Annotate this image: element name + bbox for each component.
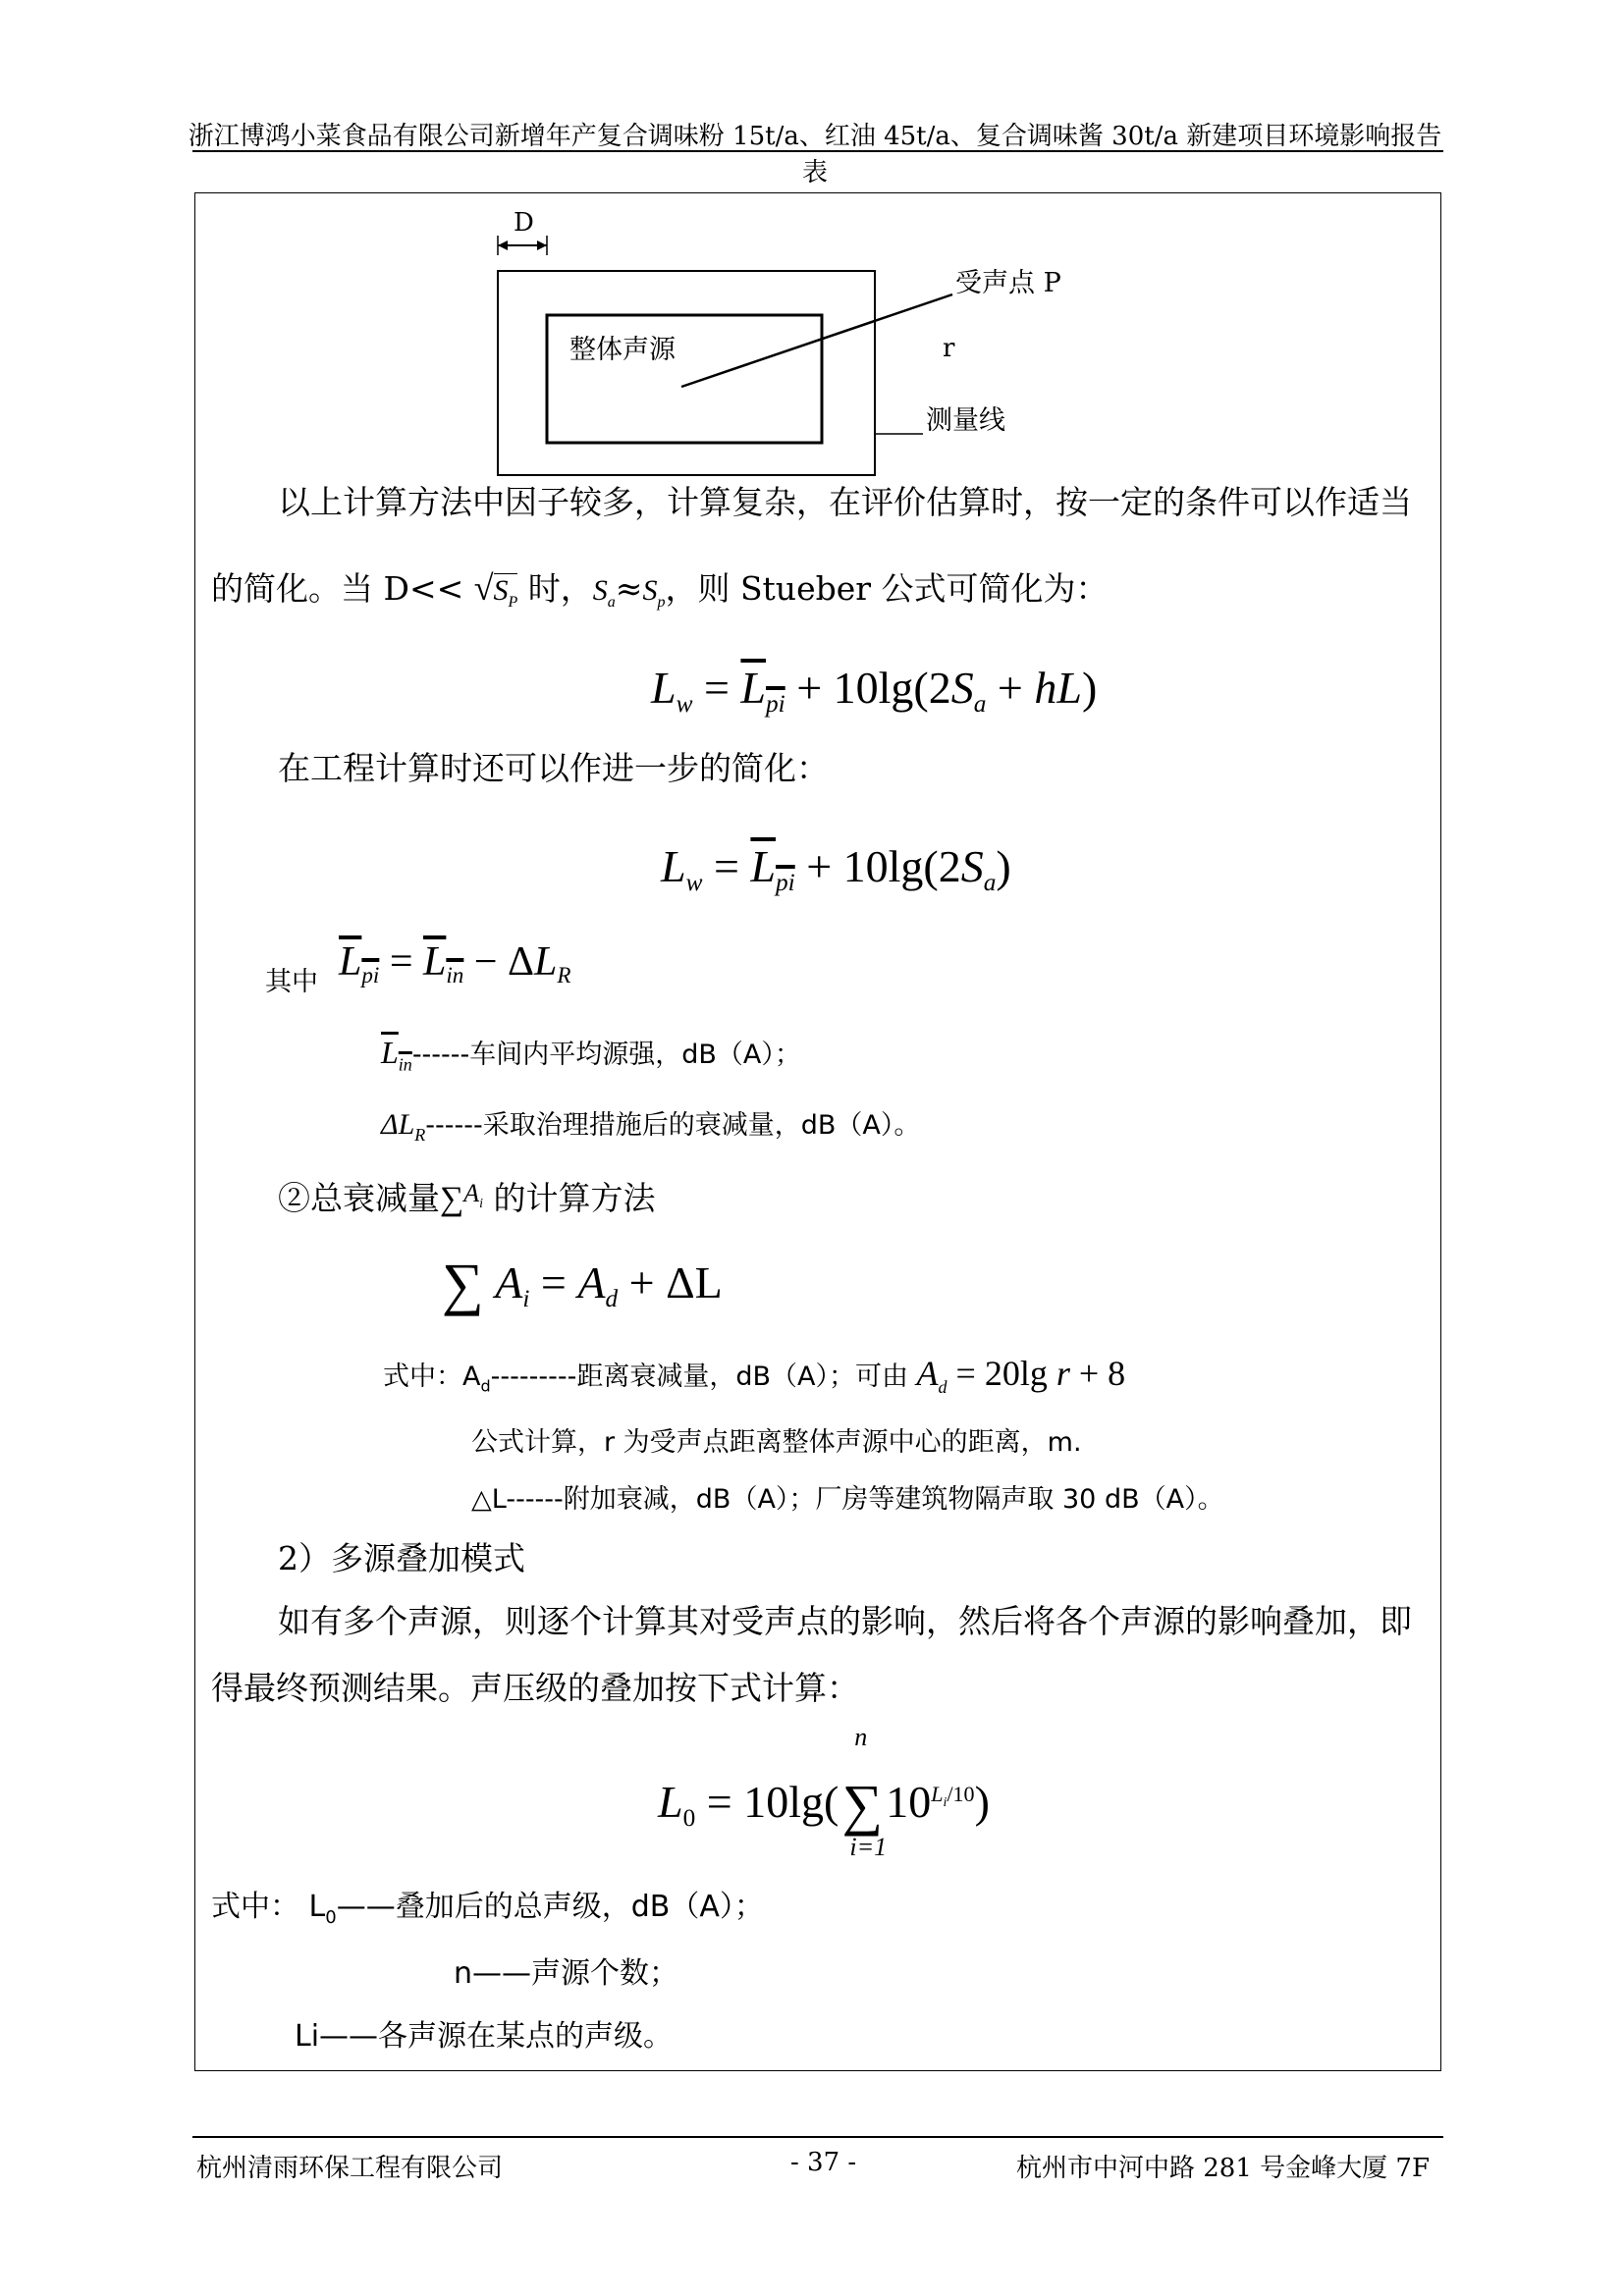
receiver-point-label: 受声点 P — [955, 268, 1061, 298]
page-header-title: 浙江博鸿小菜食品有限公司新增年产复合调味粉 15t/a、红油 45t/a、复合调味酱 30t/a 新建项目环境影响报告表 — [188, 122, 1442, 187]
definition-delta-lr: $\Delta L_R------$采取治理措施后的衰减量，dB（A）。 — [381, 1108, 921, 1145]
d-label: D — [514, 208, 534, 238]
equation-5: $L_0 = 10\lg$( n ∑ i=1 $10^{L_i/10}$) — [658, 1723, 990, 1861]
definition-n: n——声源个数； — [454, 1956, 679, 1991]
measurement-line-rect — [498, 271, 875, 475]
section-total-attenuation-heading: ②总衰减量∑$^{A_i}$ 的计算方法 — [278, 1178, 656, 1217]
distance-r-line — [681, 294, 955, 387]
measurement-line-label: 测量线 — [926, 405, 1005, 436]
equation-1: $L_w = L_{pi} + 10\lg(2S_a + hL)$ — [651, 663, 1098, 718]
equation-2: $L_w = L_{pi} + 10\lg(2S_a)$ — [661, 841, 1011, 896]
footer-company: 杭州清雨环保工程有限公司 — [196, 2154, 504, 2183]
r-label: r — [943, 334, 955, 363]
definition-delta-l: △L------附加衰减，dB（A）；厂房等建筑物隔声取 30 dB（A）。 — [471, 1484, 1224, 1515]
sqrt-sp: $S_P$ — [493, 574, 518, 611]
definition-ad: 式中：$A_d---------$距离衰减量，dB（A）；可由 $A_d = 20\lg$ r + 8 — [383, 1354, 1126, 1398]
header-rule — [192, 150, 1443, 152]
paragraph-3-line-2: 得最终预测结果。声压级的叠加按下式计算： — [211, 1669, 859, 1707]
definition-li: Li——各声源在某点的声级。 — [295, 2019, 674, 2054]
paragraph-1-line-1: 以上计算方法中因子较多，计算复杂，在评价估算时，按一定的条件可以作适当 — [278, 483, 1412, 521]
paragraph-3-line-1: 如有多个声源，则逐个计算其对受声点的影响，然后将各个声源的影响叠加，即 — [278, 1602, 1412, 1640]
paragraph-1-line-2: 的简化。当 $D<< √S_P$ 时，$S_a\approx S_p$，则 Stueber 公式可简化为： — [211, 568, 1109, 611]
footer-address: 杭州市中河中路 281 号金峰大厦 7F — [1016, 2154, 1431, 2183]
equation-3: $L_{pi} = L_{in} - \Delta L_R$ — [339, 939, 571, 988]
definition-ad-line-2: 公式计算，r 为受声点距离整体声源中心的距离，m. — [471, 1427, 1082, 1458]
source-label: 整体声源 — [569, 335, 676, 365]
definition-l0: 式中： $L_0——$叠加后的总声级，dB（A）； — [211, 1890, 764, 1928]
footer-page-number: - 37 - — [790, 2148, 857, 2177]
d-arrow-left — [498, 240, 508, 250]
footer-rule — [192, 2136, 1443, 2138]
paragraph-2: 在工程计算时还可以作进一步的简化： — [278, 749, 829, 787]
equation-4: ∑ $A_i = A_d + \Delta L$ — [442, 1252, 723, 1316]
where-label: 其中 — [265, 967, 318, 997]
definition-lin: $L_{in}------$车间内平均源强，dB（A）； — [381, 1035, 801, 1075]
noise-source-diagram — [471, 206, 1119, 491]
d-arrow-right — [537, 240, 547, 250]
section-multi-source-heading: 2）多源叠加模式 — [278, 1539, 525, 1577]
